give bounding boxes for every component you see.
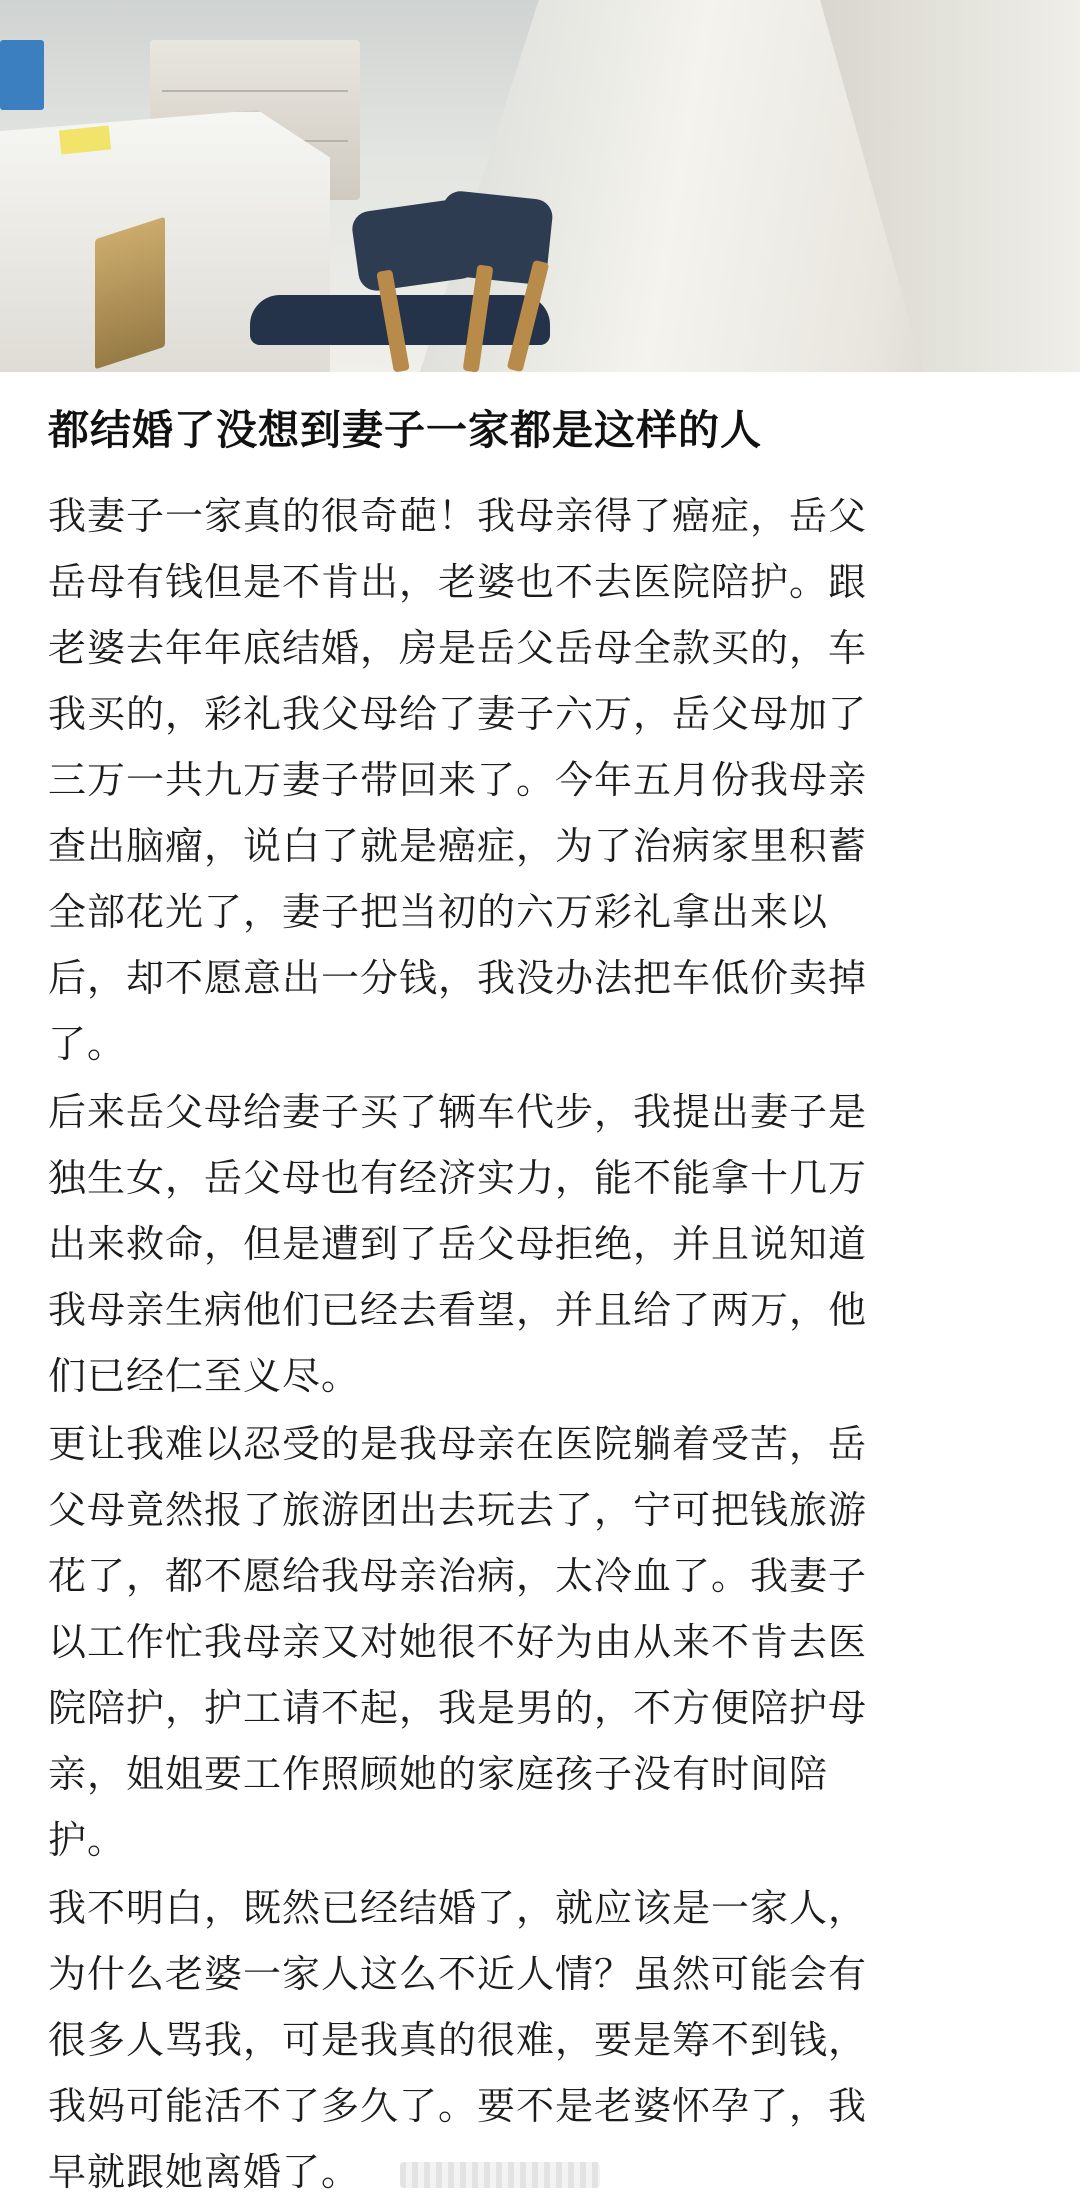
- text-line: 为什么老婆一家人这么不近人情？虽然可能会有: [48, 1952, 868, 1997]
- text-line: 父母竟然报了旅游团出去玩去了，宁可把钱旅游: [48, 1488, 868, 1533]
- text-line: 查出脑瘤，说白了就是癌症，为了治病家里积蓄: [48, 824, 868, 869]
- text-line: 护。: [48, 1818, 127, 1863]
- text-line: 后来岳父母给妻子买了辆车代步，我提出妻子是: [48, 1090, 868, 1135]
- last-line-text: 早就跟她离婚了。: [48, 2150, 361, 2195]
- text-line: 岳母有钱但是不肯出，老婆也不去医院陪护。跟: [48, 560, 868, 605]
- text-line: 我母亲生病他们已经去看望，并且给了两万，他: [48, 1288, 868, 1333]
- text-line: 很多人骂我，可是我真的很难，要是筹不到钱，: [48, 2018, 868, 2063]
- text-line: 了。: [48, 1022, 127, 1067]
- text-line: 更让我难以忍受的是我母亲在医院躺着受苦，岳: [48, 1422, 868, 1467]
- desk-sign: [95, 217, 165, 370]
- text-line: 老婆去年年底结婚，房是岳父岳母全款买的，车: [48, 626, 868, 671]
- watermark: [400, 2162, 600, 2188]
- text-line: 花了，都不愿给我母亲治病，太冷血了。我妻子: [48, 1554, 868, 1599]
- post-title: 都结婚了没想到妻子一家都是这样的人: [48, 406, 762, 454]
- text-line: 们已经仁至义尽。: [48, 1354, 361, 1399]
- text-line: 全部花光了，妻子把当初的六万彩礼拿出来以: [48, 890, 829, 935]
- text-line: 后，却不愿意出一分钱，我没办法把车低价卖掉: [48, 956, 868, 1001]
- post-body: [0, 404, 1080, 2205]
- text-line: 出来救命，但是遭到了岳父母拒绝，并且说知道: [48, 1222, 868, 1267]
- text-line: [48, 2139, 1032, 2205]
- text-line: 三万一共九万妻子带回来了。今年五月份我母亲: [48, 758, 868, 803]
- paragraph: [48, 1875, 1032, 2205]
- text-line: 院陪护，护工请不起，我是男的，不方便陪护母: [48, 1686, 868, 1731]
- text-line: 我妻子一家真的很奇葩！我母亲得了癌症，岳父: [48, 494, 868, 539]
- paragraph: [48, 1411, 1032, 1873]
- paragraph: [48, 1079, 1032, 1409]
- text-line: 独生女，岳父母也有经济实力，能不能拿十几万: [48, 1156, 868, 1201]
- text-line: 以工作忙我母亲又对她很不好为由从来不肯去医: [48, 1620, 868, 1665]
- text-line: 我不明白，既然已经结婚了，就应该是一家人，: [48, 1886, 868, 1931]
- header-photo: [0, 0, 1080, 372]
- blue-bin: [0, 40, 44, 110]
- text-line: 亲，姐姐要工作照顾她的家庭孩子没有时间陪: [48, 1752, 829, 1797]
- text-line: 我买的，彩礼我父母给了妻子六万，岳父母加了: [48, 692, 868, 737]
- paragraph: [48, 483, 1032, 1077]
- text-line: 我妈可能活不了多久了。要不是老婆怀孕了，我: [48, 2084, 868, 2129]
